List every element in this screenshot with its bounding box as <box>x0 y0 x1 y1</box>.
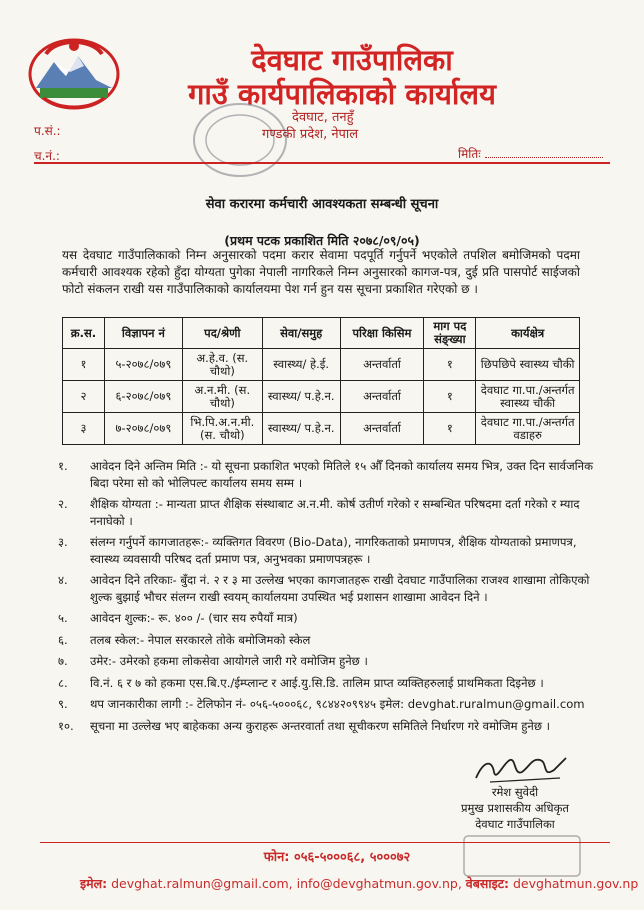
cell-serial: १ <box>63 349 105 381</box>
item-text: उमेर:- उमेरको हकमा लोकसेवा आयोगले जारी गरे वमोजिम हुनेछ । <box>90 654 368 668</box>
address-line-1: देवघाट, तनहुँ <box>292 110 354 125</box>
conditions-list <box>58 458 598 739</box>
vacancy-table <box>62 317 580 445</box>
item-number: ५. <box>58 611 68 625</box>
item-number: ४. <box>58 573 68 587</box>
item-number: ७. <box>58 654 68 668</box>
cell-post: भि.पि.अ.न.मी. (स. चौथो) <box>182 413 262 445</box>
date-label: मितिः <box>458 147 481 161</box>
list-item <box>58 675 598 692</box>
list-item <box>58 632 598 649</box>
cell-ad-number: ६-२०७८/०७९ <box>104 381 182 413</box>
cell-ad-number: ५-२०७८/०७९ <box>104 349 182 381</box>
cell-exam-type: अन्तर्वार्ता <box>340 413 424 445</box>
header-service-group: सेवा/समुह <box>262 318 340 349</box>
cell-post-count: १ <box>424 349 476 381</box>
cell-serial: ३ <box>63 413 105 445</box>
item-text: आवेदन दिने तरिकाः- बुँदा नं. २ र ३ मा उल्लेख भएका कागजातहरू राखी देवघाट गाउँपालिका राजश्व शाखामा तोकिएको शुल्क बुझाई भौचर संलग्न राखी स्वयम् कार्यालयमा उपस्थित भई प्रशासन शाखामा आवेदन दिने । <box>90 573 590 604</box>
list-item <box>58 534 598 567</box>
list-item <box>58 718 598 735</box>
cell-workplace: देवघाट गा.पा./अन्तर्गत वडाहरु <box>476 413 580 445</box>
email-label: इमेल: <box>80 876 108 891</box>
date-field <box>458 145 603 162</box>
item-text: संलग्न गर्नुपर्ने कागजातहरू:- व्यक्तिगत विवरण (Bio-Data), नागरिकताको प्रमाणपत्र, शैक्षिक योग्यताको प्रमाणपत्र, स्वास्थ्य व्यवसायी परिषद दर्ता प्रमाण पत्र, अनुभवका प्रमाणपत्रहरू । <box>90 535 577 566</box>
list-item <box>58 653 598 670</box>
office-seal-icon <box>190 100 290 180</box>
cell-workplace: देवघाट गा.पा./अन्तर्गत स्वास्थ्य चौकी <box>476 381 580 413</box>
website-link[interactable]: devghatmun.gov.np <box>513 876 639 891</box>
letterhead-divider <box>34 162 610 164</box>
website-label: वेबसाइट: <box>465 876 510 891</box>
cell-exam-type: अन्तर्वार्ता <box>340 349 424 381</box>
item-text: आवेदन दिने अन्तिम मिति :- यो सूचना प्रकाशित भएको मितिले १५ औँ दिनको कार्यालय समय भित्र, उक्त दिन सार्वजनिक बिदा परेमा सो को भोलिपल्ट कार्यालय समय सम्म । <box>90 459 594 490</box>
cell-service-group: स्वास्थ्य/ हे.ई. <box>262 349 340 381</box>
footer-phone <box>0 847 644 865</box>
item-number: ३. <box>58 535 68 549</box>
signatory-name: रमेश सुवेदी <box>491 785 539 799</box>
list-item <box>58 696 598 713</box>
item-number: १०. <box>58 718 74 733</box>
table-header-row <box>63 318 580 349</box>
address-line-2: गण्डकी प्रदेश, नेपाल <box>262 127 359 142</box>
cell-post: अ.हे.व. (स. चौथो) <box>182 349 262 381</box>
header-serial: क्र.स. <box>63 318 105 349</box>
letterhead-subtitle: गाउँ कार्यपालिकाको कार्यालय <box>188 77 496 111</box>
cell-workplace: छिपछिपे स्वास्थ्य चौकी <box>476 349 580 381</box>
item-text: आवेदन शुल्क:- रू. ४०० /- (चार सय रुपैयाँ मात्र) <box>90 611 298 625</box>
cell-post-count: १ <box>424 413 476 445</box>
email-addresses[interactable]: devghat.ralmun@gmail.com, info@devghatmun.gov.np, <box>111 876 462 891</box>
notice-subject: सेवा करारमा कर्मचारी आवश्यकता सम्बन्धी सूचना <box>205 197 439 212</box>
cell-service-group: स्वास्थ्य/ प.हे.न. <box>262 413 340 445</box>
item-text: तलब स्केल:- नेपाल सरकारले तोके बमोजिमको स्केल <box>90 632 311 647</box>
item-number: २. <box>58 497 68 511</box>
cell-exam-type: अन्तर्वार्ता <box>340 381 424 413</box>
signatory-designation: प्रमुख प्रशासकीय अधिकृत <box>461 801 569 815</box>
header-post-count: माग पद संङ्ख्या <box>424 318 476 349</box>
cell-post: अ.न.मी. (स. चौथो) <box>182 381 262 413</box>
header-exam-type: परिक्षा किसिम <box>340 318 424 349</box>
table-row <box>63 413 580 445</box>
cell-serial: २ <box>63 381 105 413</box>
item-text: वि.नं. ६ र ७ को हकमा एस.बि.ए./ईम्प्लान्ट र आई.यु.सि.डि. तालिम प्राप्त व्यक्तिहरुलाई प्राथमिकता दिइनेछ । <box>90 675 544 690</box>
published-date: (प्रथम पटक प्रकाशित मिति २०७८/०९/०५) <box>224 233 420 248</box>
header-post: पद/श्रेणी <box>182 318 262 349</box>
header-ad-number: विज्ञापन नं <box>104 318 182 349</box>
cell-ad-number: ७-२०७८/०७९ <box>104 413 182 445</box>
signature-icon <box>470 752 570 786</box>
phone-numbers: ०५६-५०००६८, ५०००७२ <box>294 850 411 865</box>
item-text: सूचना मा उल्लेख भए बाहेकका अन्य कुराहरू अन्तरवार्ता तथा सूचीकरण समितिले निर्धारण गरे वमोजिम हुनेछ । <box>90 718 551 733</box>
item-number: ९. <box>58 697 68 711</box>
header-workplace: कार्यक्षेत्र <box>476 318 580 349</box>
signatory-office: देवघाट गाउँपालिका <box>475 817 555 831</box>
notice-intro: यस देवघाट गाउँपालिकाको निम्न अनुसारको पदमा करार सेवामा पदपूर्ति गर्नुपर्ने भएकोले तपशिल बमोजिमको पदमा कर्मचारी आवश्यक रहेको हुँदा योग्यता पुगेका नेपाली नागरिकले निम्न अनुसारको कागज-पत्र, दुई प्रति पासपोर्ट साईजको फोटो संकलन राखी यस गाउँपालिकाको कार्यालयमा पेश गर्न हुन यस सूचना प्रकाशित गरेएको छ । <box>62 248 580 296</box>
item-number: ६. <box>58 632 68 647</box>
item-text: थप जानकारीका लागी :- टेलिफोन नं- ०५६-५०००६८, ९८४४२०९९४५ इमेल: devghat.ruralmun@gmail.com <box>90 697 585 711</box>
reference-number-label: प.सं.: <box>34 124 61 138</box>
cell-service-group: स्वास्थ्य/ प.हे.न. <box>262 381 340 413</box>
footer-divider <box>40 842 610 843</box>
list-item <box>58 610 598 627</box>
dispatch-number-label: च.नं.: <box>34 149 60 163</box>
item-number: १. <box>58 459 68 473</box>
letterhead-title: देवघाट गाउँपालिका <box>251 43 453 77</box>
table-row <box>63 381 580 413</box>
item-number: ८. <box>58 675 68 690</box>
cell-post-count: १ <box>424 381 476 413</box>
list-item <box>58 496 598 529</box>
phone-label: फोन: <box>263 850 290 865</box>
footer <box>0 847 644 892</box>
table-row <box>63 349 580 381</box>
list-item <box>58 572 598 605</box>
list-item <box>58 458 598 491</box>
footer-contacts <box>0 875 644 892</box>
item-text: शैक्षिक योग्यता :- मान्यता प्राप्त शैक्षिक संस्थाबाट अ.न.मी. कोर्ष उतीर्ण गरेको र सम्बन्धित परिषदमा दर्ता गरेको र म्याद ननाघेको । <box>90 497 580 528</box>
